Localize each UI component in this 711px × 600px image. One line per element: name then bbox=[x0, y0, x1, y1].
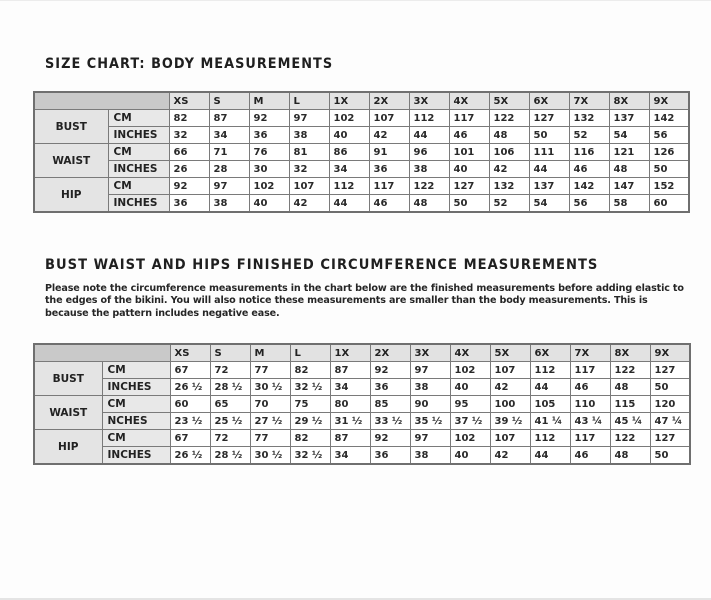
measurement-value: 152 bbox=[649, 178, 689, 195]
measurement-value: 50 bbox=[449, 195, 489, 213]
measurement-value: 50 bbox=[529, 127, 569, 144]
measurement-value: 36 bbox=[169, 195, 209, 213]
measurement-value: 127 bbox=[529, 110, 569, 127]
measurement-value: 82 bbox=[290, 430, 330, 447]
size-header-2x: 2X bbox=[369, 92, 409, 110]
size-header-5x: 5X bbox=[489, 92, 529, 110]
measurement-value: 92 bbox=[370, 362, 410, 379]
measurement-label-hip: HIP bbox=[34, 430, 102, 465]
measurement-value: 85 bbox=[370, 396, 410, 413]
measurement-value: 112 bbox=[329, 178, 369, 195]
measurement-value: 111 bbox=[529, 144, 569, 161]
measurement-value: 40 bbox=[450, 379, 490, 396]
measurement-value: 46 bbox=[570, 379, 610, 396]
measurement-value: 23 ½ bbox=[170, 413, 210, 430]
measurement-value: 127 bbox=[650, 362, 690, 379]
measurement-value: 137 bbox=[529, 178, 569, 195]
measurement-value: 30 ½ bbox=[250, 379, 290, 396]
measurement-value: 72 bbox=[210, 430, 250, 447]
measurement-value: 142 bbox=[569, 178, 609, 195]
measurement-value: 44 bbox=[529, 161, 569, 178]
size-header-row bbox=[34, 92, 689, 110]
measurement-value: 54 bbox=[609, 127, 649, 144]
measurement-value: 30 ½ bbox=[250, 447, 290, 465]
measurement-value: 112 bbox=[530, 362, 570, 379]
measurement-value: 50 bbox=[650, 379, 690, 396]
measurement-value: 43 ¼ bbox=[570, 413, 610, 430]
measurement-value: 97 bbox=[209, 178, 249, 195]
measurement-value: 40 bbox=[249, 195, 289, 213]
measurement-value: 60 bbox=[649, 195, 689, 213]
size-header-7x: 7X bbox=[569, 92, 609, 110]
unit-label: CM bbox=[108, 178, 169, 195]
measurement-value: 122 bbox=[409, 178, 449, 195]
unit-label: CM bbox=[102, 396, 170, 413]
measurement-value: 132 bbox=[569, 110, 609, 127]
measurement-value: 33 ½ bbox=[370, 413, 410, 430]
size-header-xs: XS bbox=[170, 344, 210, 362]
measurement-value: 32 ½ bbox=[290, 379, 330, 396]
size-header-6x: 6X bbox=[529, 92, 569, 110]
measurement-value: 67 bbox=[170, 362, 210, 379]
measurement-value: 77 bbox=[250, 430, 290, 447]
header-corner-cell bbox=[34, 92, 169, 110]
unit-label: INCHES bbox=[108, 127, 169, 144]
measurement-value: 95 bbox=[450, 396, 490, 413]
size-header-m: M bbox=[249, 92, 289, 110]
measurement-value: 34 bbox=[330, 379, 370, 396]
size-header-1x: 1X bbox=[329, 92, 369, 110]
measurement-value: 71 bbox=[209, 144, 249, 161]
size-header-9x: 9X bbox=[649, 92, 689, 110]
measurement-label-bust: BUST bbox=[34, 362, 102, 396]
measurement-value: 80 bbox=[330, 396, 370, 413]
measurement-value: 50 bbox=[649, 161, 689, 178]
measurement-value: 97 bbox=[410, 430, 450, 447]
measurement-value: 100 bbox=[490, 396, 530, 413]
size-header-l: L bbox=[290, 344, 330, 362]
unit-label: INCHES bbox=[108, 195, 169, 213]
size-header-s: S bbox=[210, 344, 250, 362]
measurement-value: 67 bbox=[170, 430, 210, 447]
measurement-value: 126 bbox=[649, 144, 689, 161]
measurement-value: 107 bbox=[289, 178, 329, 195]
measurement-value: 38 bbox=[289, 127, 329, 144]
measurement-value: 28 ½ bbox=[210, 447, 250, 465]
measurement-value: 66 bbox=[169, 144, 209, 161]
size-header-xs: XS bbox=[169, 92, 209, 110]
measurement-value: 48 bbox=[609, 161, 649, 178]
measurement-value: 142 bbox=[649, 110, 689, 127]
size-header-2x: 2X bbox=[370, 344, 410, 362]
unit-label: CM bbox=[102, 362, 170, 379]
measurement-value: 87 bbox=[330, 362, 370, 379]
measurement-value: 46 bbox=[569, 161, 609, 178]
table-row bbox=[34, 430, 690, 447]
measurement-value: 96 bbox=[409, 144, 449, 161]
measurement-value: 48 bbox=[489, 127, 529, 144]
body-measurements-table bbox=[33, 91, 690, 213]
size-header-8x: 8X bbox=[609, 92, 649, 110]
measurement-value: 87 bbox=[209, 110, 249, 127]
measurement-value: 25 ½ bbox=[210, 413, 250, 430]
measurement-value: 44 bbox=[329, 195, 369, 213]
size-header-3x: 3X bbox=[410, 344, 450, 362]
measurement-value: 45 ¼ bbox=[610, 413, 650, 430]
size-header-s: S bbox=[209, 92, 249, 110]
table-row bbox=[34, 362, 690, 379]
measurement-value: 40 bbox=[450, 447, 490, 465]
measurement-value: 132 bbox=[489, 178, 529, 195]
unit-label: CM bbox=[108, 110, 169, 127]
measurement-value: 91 bbox=[369, 144, 409, 161]
measurement-value: 120 bbox=[650, 396, 690, 413]
size-header-4x: 4X bbox=[450, 344, 490, 362]
measurement-value: 121 bbox=[609, 144, 649, 161]
measurement-value: 102 bbox=[450, 430, 490, 447]
measurement-value: 41 ¼ bbox=[530, 413, 570, 430]
size-header-l: L bbox=[289, 92, 329, 110]
table-row bbox=[34, 396, 690, 413]
unit-label: NCHES bbox=[102, 413, 170, 430]
size-header-4x: 4X bbox=[449, 92, 489, 110]
unit-label: CM bbox=[108, 144, 169, 161]
size-header-7x: 7X bbox=[570, 344, 610, 362]
measurement-value: 38 bbox=[209, 195, 249, 213]
measurement-value: 116 bbox=[569, 144, 609, 161]
measurement-value: 127 bbox=[449, 178, 489, 195]
measurement-value: 46 bbox=[570, 447, 610, 465]
measurement-value: 87 bbox=[330, 430, 370, 447]
measurement-value: 72 bbox=[210, 362, 250, 379]
measurement-value: 36 bbox=[370, 447, 410, 465]
measurement-value: 56 bbox=[649, 127, 689, 144]
finished-measurements-table bbox=[33, 343, 691, 465]
unit-label: INCHES bbox=[102, 379, 170, 396]
measurement-value: 48 bbox=[610, 379, 650, 396]
size-header-m: M bbox=[250, 344, 290, 362]
measurement-label-waist: WAIST bbox=[34, 144, 108, 178]
measurement-value: 76 bbox=[249, 144, 289, 161]
measurement-value: 28 ½ bbox=[210, 379, 250, 396]
measurement-value: 34 bbox=[209, 127, 249, 144]
measurement-value: 115 bbox=[610, 396, 650, 413]
measurement-value: 137 bbox=[609, 110, 649, 127]
measurement-value: 112 bbox=[530, 430, 570, 447]
table-row bbox=[34, 178, 689, 195]
table-row bbox=[34, 161, 689, 178]
unit-label: INCHES bbox=[102, 447, 170, 465]
measurement-value: 50 bbox=[650, 447, 690, 465]
measurement-value: 56 bbox=[569, 195, 609, 213]
measurement-value: 32 ½ bbox=[290, 447, 330, 465]
measurement-value: 38 bbox=[410, 379, 450, 396]
measurement-value: 46 bbox=[449, 127, 489, 144]
measurement-value: 102 bbox=[329, 110, 369, 127]
measurement-value: 38 bbox=[410, 447, 450, 465]
measurement-value: 26 ½ bbox=[170, 379, 210, 396]
measurement-value: 34 bbox=[330, 447, 370, 465]
measurement-value: 52 bbox=[489, 195, 529, 213]
measurement-value: 65 bbox=[210, 396, 250, 413]
measurement-value: 97 bbox=[289, 110, 329, 127]
measurement-value: 105 bbox=[530, 396, 570, 413]
measurement-value: 26 ½ bbox=[170, 447, 210, 465]
measurement-value: 27 ½ bbox=[250, 413, 290, 430]
measurement-value: 90 bbox=[410, 396, 450, 413]
measurement-value: 54 bbox=[529, 195, 569, 213]
measurement-value: 29 ½ bbox=[290, 413, 330, 430]
measurement-value: 106 bbox=[489, 144, 529, 161]
measurement-value: 44 bbox=[409, 127, 449, 144]
size-header-1x: 1X bbox=[330, 344, 370, 362]
table-row bbox=[34, 413, 690, 430]
table-row bbox=[34, 447, 690, 465]
measurement-value: 30 bbox=[249, 161, 289, 178]
measurement-value: 122 bbox=[610, 362, 650, 379]
measurement-value: 58 bbox=[609, 195, 649, 213]
measurement-value: 36 bbox=[369, 161, 409, 178]
measurement-value: 102 bbox=[450, 362, 490, 379]
measurement-value: 40 bbox=[329, 127, 369, 144]
measurement-value: 107 bbox=[490, 362, 530, 379]
measurement-value: 44 bbox=[530, 447, 570, 465]
measurement-value: 97 bbox=[410, 362, 450, 379]
table-row bbox=[34, 127, 689, 144]
measurement-value: 117 bbox=[570, 430, 610, 447]
measurement-value: 117 bbox=[570, 362, 610, 379]
measurement-value: 117 bbox=[369, 178, 409, 195]
measurement-value: 37 ½ bbox=[450, 413, 490, 430]
measurement-value: 42 bbox=[369, 127, 409, 144]
measurement-value: 48 bbox=[409, 195, 449, 213]
table-row bbox=[34, 195, 689, 213]
measurement-value: 127 bbox=[650, 430, 690, 447]
measurement-value: 112 bbox=[409, 110, 449, 127]
size-header-8x: 8X bbox=[610, 344, 650, 362]
measurement-value: 77 bbox=[250, 362, 290, 379]
finished-measurements-note: Please note the circumference measurements in the chart below are the finished measurements before adding elastic to the edges of the bikini. You will also notice these measurements are smaller than the body measurements. This is because the pattern includes negative ease. bbox=[45, 283, 684, 319]
size-header-row bbox=[34, 344, 690, 362]
measurement-value: 82 bbox=[169, 110, 209, 127]
size-header-3x: 3X bbox=[409, 92, 449, 110]
measurement-value: 42 bbox=[289, 195, 329, 213]
measurement-value: 36 bbox=[249, 127, 289, 144]
measurement-value: 102 bbox=[249, 178, 289, 195]
measurement-value: 101 bbox=[449, 144, 489, 161]
measurement-value: 70 bbox=[250, 396, 290, 413]
measurement-value: 26 bbox=[169, 161, 209, 178]
measurement-value: 36 bbox=[370, 379, 410, 396]
measurement-value: 82 bbox=[290, 362, 330, 379]
measurement-value: 52 bbox=[569, 127, 609, 144]
measurement-value: 42 bbox=[489, 161, 529, 178]
measurement-value: 42 bbox=[490, 379, 530, 396]
measurement-label-hip: HIP bbox=[34, 178, 108, 213]
measurement-value: 44 bbox=[530, 379, 570, 396]
measurement-value: 28 bbox=[209, 161, 249, 178]
measurement-value: 92 bbox=[169, 178, 209, 195]
unit-label: CM bbox=[102, 430, 170, 447]
measurement-value: 117 bbox=[449, 110, 489, 127]
measurement-value: 122 bbox=[610, 430, 650, 447]
table-row bbox=[34, 110, 689, 127]
measurement-value: 34 bbox=[329, 161, 369, 178]
measurement-value: 147 bbox=[609, 178, 649, 195]
measurement-value: 92 bbox=[370, 430, 410, 447]
measurement-value: 39 ½ bbox=[490, 413, 530, 430]
size-header-9x: 9X bbox=[650, 344, 690, 362]
measurement-label-waist: WAIST bbox=[34, 396, 102, 430]
size-header-5x: 5X bbox=[490, 344, 530, 362]
measurement-value: 122 bbox=[489, 110, 529, 127]
measurement-value: 32 bbox=[289, 161, 329, 178]
table-row bbox=[34, 379, 690, 396]
table-row bbox=[34, 144, 689, 161]
measurement-value: 81 bbox=[289, 144, 329, 161]
measurement-value: 40 bbox=[449, 161, 489, 178]
measurement-value: 31 ½ bbox=[330, 413, 370, 430]
measurement-value: 38 bbox=[409, 161, 449, 178]
measurement-label-bust: BUST bbox=[34, 110, 108, 144]
measurement-value: 47 ¼ bbox=[650, 413, 690, 430]
measurement-value: 92 bbox=[249, 110, 289, 127]
measurement-value: 46 bbox=[369, 195, 409, 213]
top-edge-line bbox=[0, 0, 711, 1]
measurement-value: 42 bbox=[490, 447, 530, 465]
measurement-value: 35 ½ bbox=[410, 413, 450, 430]
measurement-value: 32 bbox=[169, 127, 209, 144]
unit-label: INCHES bbox=[108, 161, 169, 178]
measurement-value: 107 bbox=[369, 110, 409, 127]
header-corner-cell bbox=[34, 344, 170, 362]
finished-measurements-title: BUST WAIST AND HIPS FINISHED CIRCUMFERENCE MEASUREMENTS bbox=[45, 257, 599, 273]
measurement-value: 86 bbox=[329, 144, 369, 161]
size-header-6x: 6X bbox=[530, 344, 570, 362]
measurement-value: 107 bbox=[490, 430, 530, 447]
measurement-value: 110 bbox=[570, 396, 610, 413]
measurement-value: 48 bbox=[610, 447, 650, 465]
body-measurements-title: SIZE CHART: BODY MEASUREMENTS bbox=[45, 56, 334, 72]
measurement-value: 75 bbox=[290, 396, 330, 413]
measurement-value: 60 bbox=[170, 396, 210, 413]
